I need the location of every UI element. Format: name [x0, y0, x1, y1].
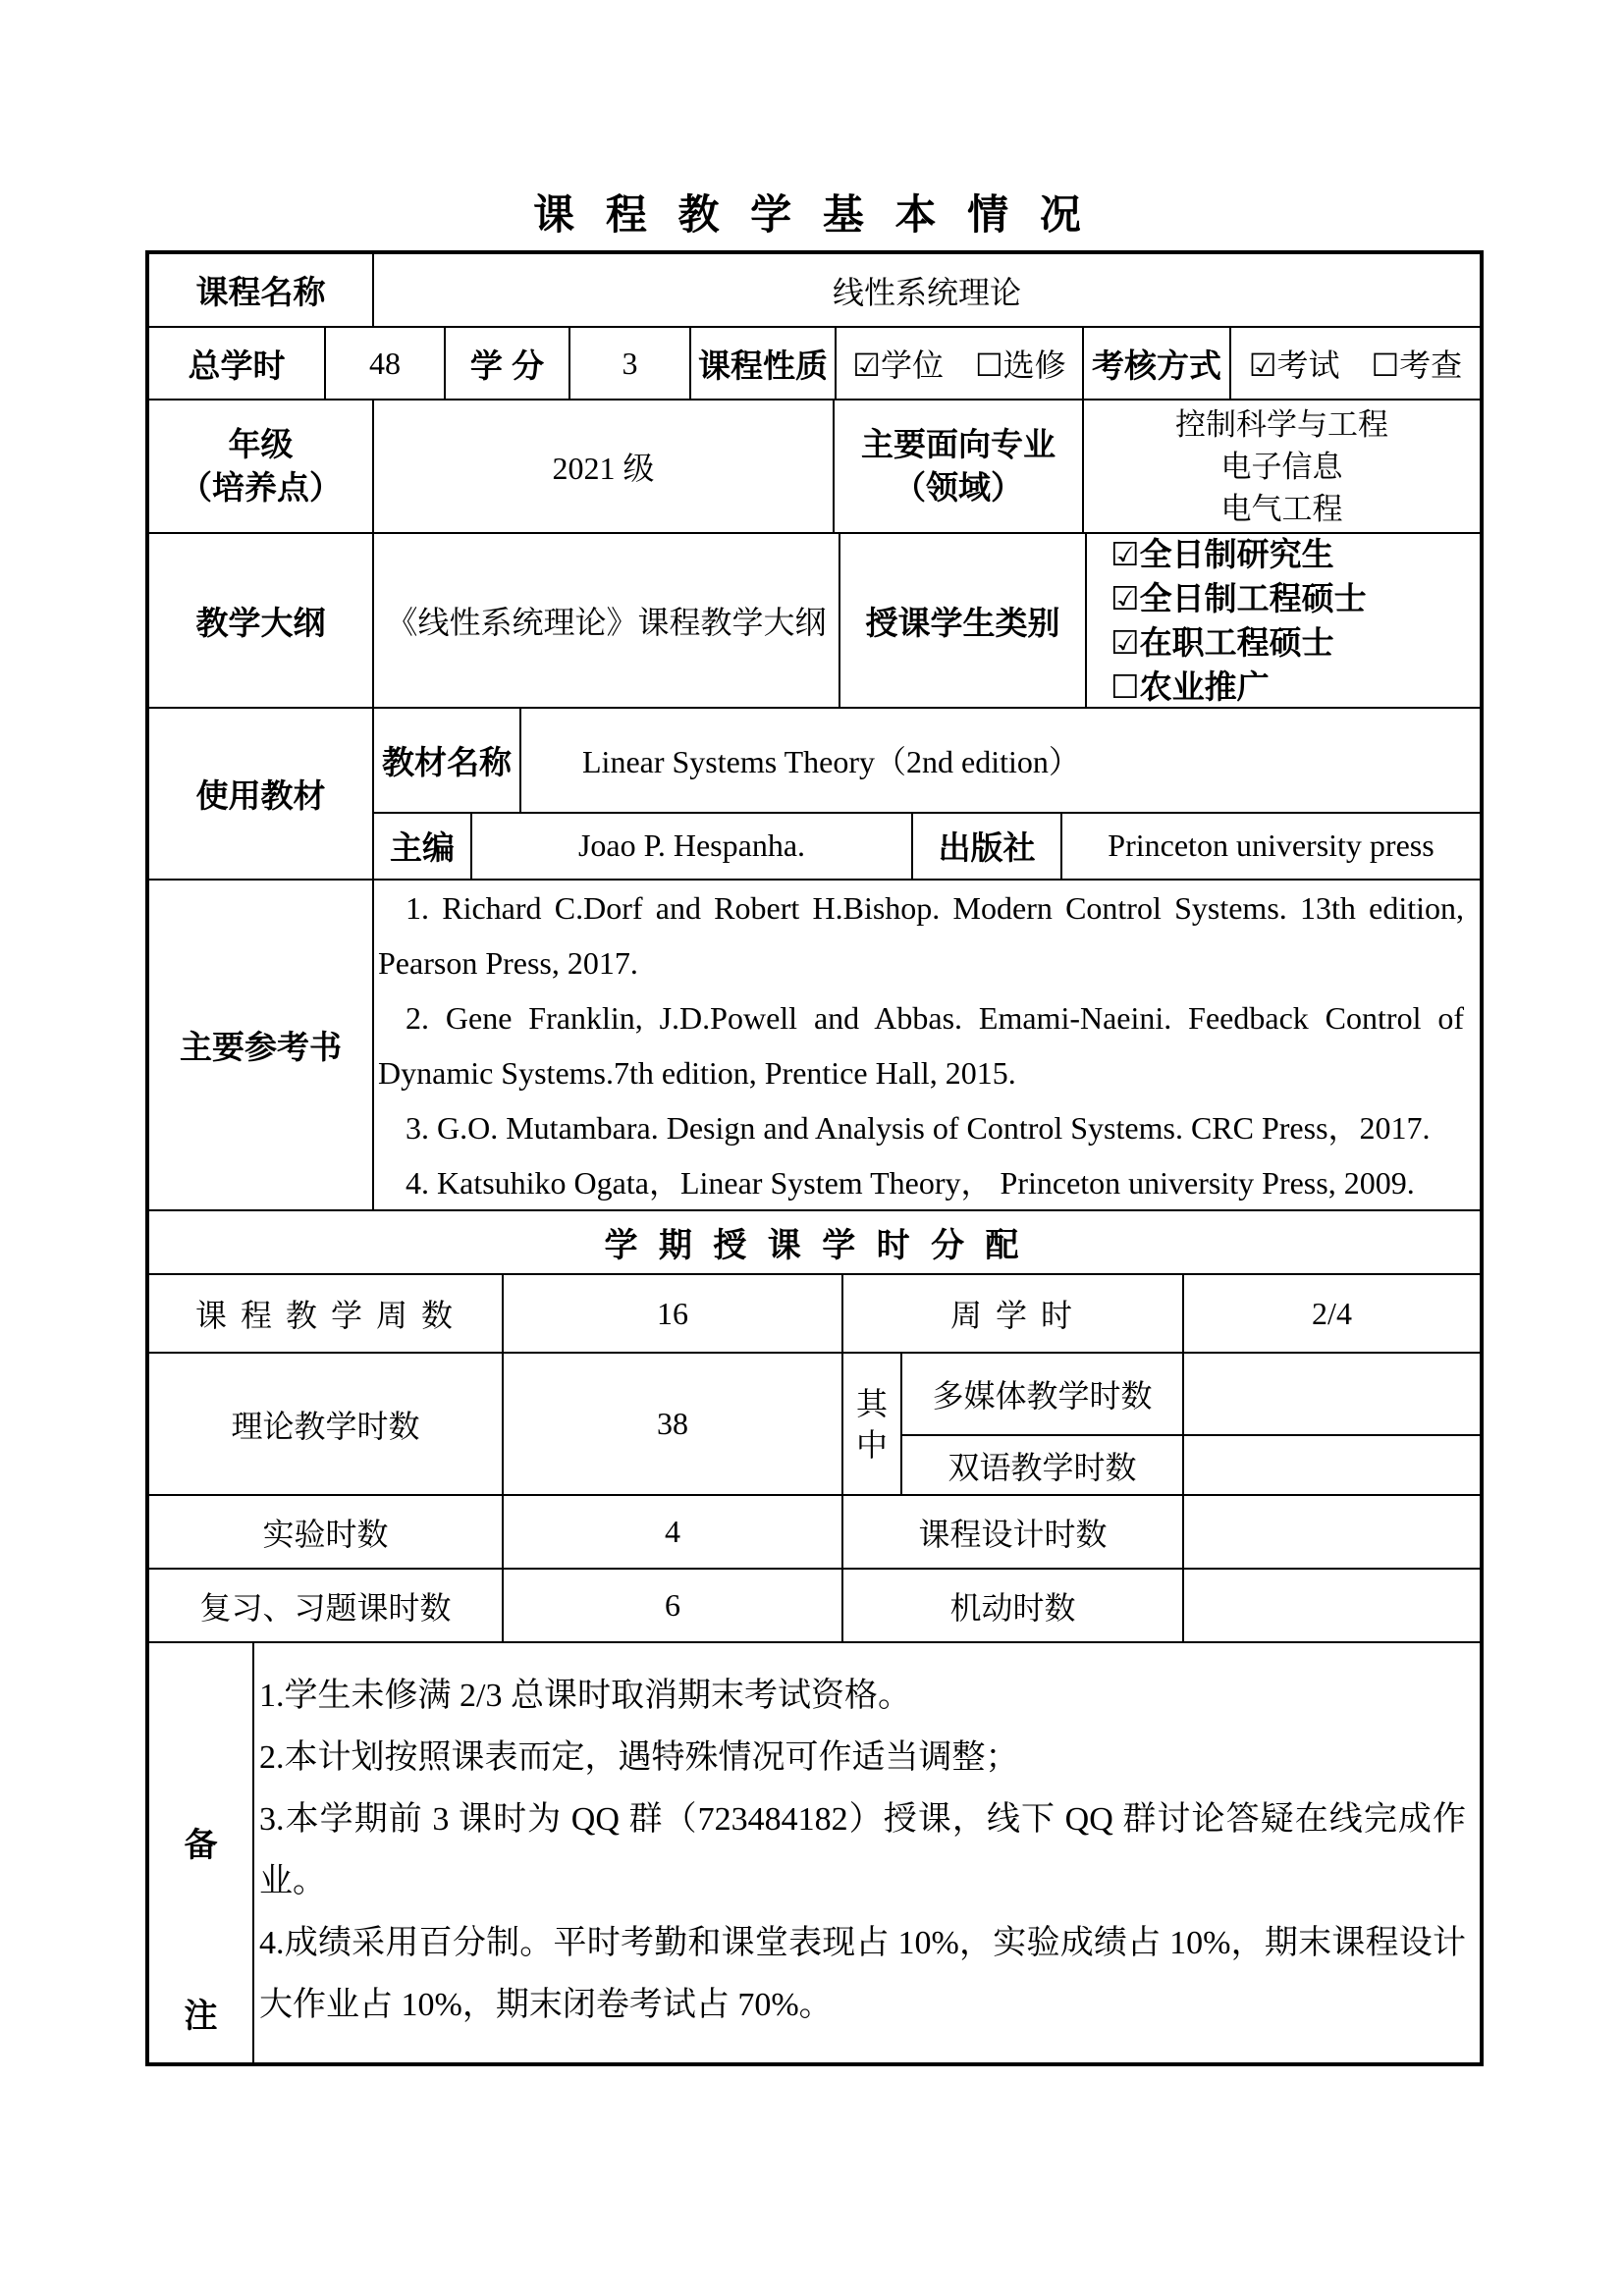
student-type-item: ☐农业推广 — [1110, 668, 1270, 705]
publisher-label: 出版社 — [913, 814, 1062, 880]
bilingual-row — [902, 1436, 1480, 1494]
total-hours-label: 总学时 — [149, 328, 326, 399]
table-row-weeks — [149, 1275, 1480, 1354]
weekly-hours-label: 周 学 时 — [843, 1275, 1184, 1352]
reference-item: 2. Gene Franklin, J.D.Powell and Abbas. Emami-Naeini. Feedback Control of Dynamic Systems.7th edition, Prentice Hall, 2015. — [378, 999, 1464, 1091]
flexible-hours-label: 机动时数 — [843, 1570, 1184, 1641]
major-item: 电子信息 — [1220, 449, 1343, 484]
remark-item: 4.成绩采用百分制。平时考勤和课堂表现占 10%，实验成绩占 10%，期末课程设计大作业占 10%，期末闭卷考试占 70%。 — [259, 1925, 1466, 2023]
references-list — [374, 881, 1480, 1209]
student-type-label: 授课学生类别 — [840, 534, 1087, 707]
textbook-name-value: Linear Systems Theory（2nd edition） — [582, 744, 1080, 780]
review-hours-label: 复习、习题课时数 — [149, 1570, 504, 1641]
major-label — [835, 400, 1084, 532]
experiment-hours-label: 实验时数 — [149, 1496, 504, 1568]
assessment-label: 考核方式 — [1084, 328, 1231, 399]
grade-label-line2: （培养点） — [180, 469, 342, 506]
major-label-line2: （领域） — [893, 469, 1023, 506]
theory-hours-value: 38 — [504, 1354, 843, 1494]
student-type-item: ☑在职工程硕士 — [1110, 624, 1334, 661]
table-row-review — [149, 1570, 1480, 1643]
credits-label: 学 分 — [446, 328, 570, 399]
table-row-textbook — [149, 709, 1480, 881]
table-row-section-header — [149, 1211, 1480, 1275]
total-hours-value: 48 — [326, 328, 446, 399]
remark-item: 2.本计划按照课表而定，遇特殊情况可作适当调整； — [259, 1739, 1019, 1776]
experiment-hours-value: 4 — [504, 1496, 843, 1568]
major-item: 控制科学与工程 — [1175, 406, 1388, 442]
textbook-name-row — [374, 709, 1480, 814]
editor-value: Joao P. Hespanha. — [472, 814, 913, 880]
table-row-hours — [149, 328, 1480, 400]
teaching-weeks-value: 16 — [504, 1275, 843, 1352]
multimedia-hours-label: 多媒体教学时数 — [902, 1354, 1184, 1434]
page-title: 课 程 教 学 基 本 情 况 — [533, 191, 1091, 238]
grade-label — [149, 400, 374, 532]
theory-breakdown-subtable — [902, 1354, 1480, 1494]
course-design-hours-value — [1184, 1496, 1480, 1568]
remark-item: 3.本学期前 3 课时为 QQ 群（723484182）授课，线下 QQ 群讨论答疑在线完成作业。 — [259, 1801, 1466, 1899]
review-hours-value: 6 — [504, 1570, 843, 1641]
flexible-hours-value — [1184, 1570, 1480, 1641]
multimedia-hours-value — [1184, 1354, 1480, 1434]
theory-hours-label: 理论教学时数 — [149, 1354, 504, 1494]
textbook-label: 使用教材 — [149, 709, 374, 879]
course-name-value: 线性系统理论 — [832, 274, 1021, 310]
table-row-experiment — [149, 1496, 1480, 1570]
textbook-name-label: 教材名称 — [374, 709, 521, 812]
table-row-references — [149, 881, 1480, 1211]
major-item: 电气工程 — [1220, 491, 1343, 526]
textbook-editor-row — [374, 814, 1480, 880]
major-label-line1: 主要面向专业 — [861, 426, 1056, 462]
remarks-label — [149, 1643, 254, 2062]
bilingual-hours-label: 双语教学时数 — [902, 1436, 1184, 1494]
table-row-theory — [149, 1354, 1480, 1496]
editor-label: 主编 — [374, 814, 472, 880]
remark-item: 1.学生未修满 2/3 总课时取消期末考试资格。 — [259, 1678, 911, 1714]
table-row-grade — [149, 400, 1480, 534]
syllabus-label: 教学大纲 — [149, 534, 374, 707]
table-row-remarks — [149, 1643, 1480, 2062]
student-type-item: ☑全日制研究生 — [1110, 536, 1334, 572]
reference-item: 4. Katsuhiko Ogata，Linear System Theory， Princeton university Press, 2009. — [406, 1164, 1415, 1201]
remarks-label-bottom: 注 — [184, 1998, 218, 2035]
remarks-content — [254, 1643, 1480, 2062]
table-row-syllabus — [149, 534, 1480, 709]
schedule-section-title: 学 期 授 课 学 时 分 配 — [604, 1227, 1025, 1264]
course-info-table — [145, 250, 1484, 2066]
grade-value: 2021 级 — [374, 400, 835, 532]
major-values — [1084, 400, 1480, 532]
credits-value: 3 — [570, 328, 691, 399]
multimedia-row — [902, 1354, 1480, 1436]
remarks-label-top: 备 — [184, 1827, 218, 1864]
reference-item: 3. G.O. Mutambara. Design and Analysis of Control Systems. CRC Press，2017. — [406, 1109, 1431, 1146]
reference-item: 1. Richard C.Dorf and Robert H.Bishop. Modern Control Systems. 13th edition, Pearson Press, 2017. — [378, 889, 1464, 981]
course-nature-label: 课程性质 — [691, 328, 837, 399]
among-label: 其中 — [843, 1354, 902, 1494]
table-row-course-name — [149, 254, 1480, 328]
weekly-hours-value: 2/4 — [1312, 1295, 1352, 1331]
student-type-item: ☑全日制工程硕士 — [1110, 580, 1367, 616]
textbook-subtable — [374, 709, 1480, 879]
syllabus-value: 《线性系统理论》课程教学大纲 — [374, 534, 840, 707]
references-label: 主要参考书 — [149, 881, 374, 1209]
student-type-checklist — [1087, 534, 1480, 707]
bilingual-hours-value — [1184, 1436, 1480, 1494]
course-name-label: 课程名称 — [149, 254, 374, 326]
assessment-checkboxes: ☑考试 ☐考查 — [1248, 347, 1463, 383]
teaching-weeks-label: 课 程 教 学 周 数 — [149, 1275, 504, 1352]
publisher-value: Princeton university press — [1108, 828, 1435, 864]
course-design-hours-label: 课程设计时数 — [843, 1496, 1184, 1568]
grade-label-line1: 年级 — [228, 426, 294, 462]
course-nature-checkboxes: ☑学位 ☐选修 — [837, 328, 1084, 399]
